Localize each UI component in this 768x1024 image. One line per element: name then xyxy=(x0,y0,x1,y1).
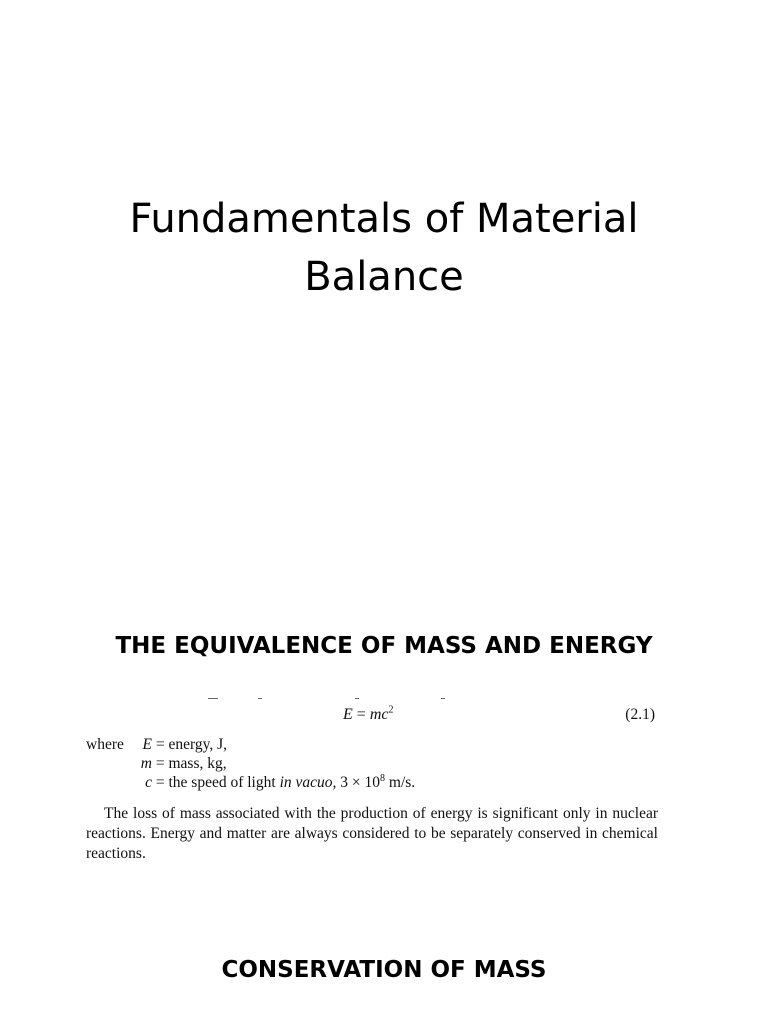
equation: $E = mc^2$ xyxy=(343,704,394,723)
equation-number: (2.1) xyxy=(625,706,655,723)
variable-definitions xyxy=(86,736,661,793)
scanned-text-excerpt xyxy=(86,696,661,866)
slide-title xyxy=(0,190,768,306)
equation-line xyxy=(86,706,661,728)
slide-title-line-2: Balance xyxy=(304,254,464,300)
definition-row: c = the speed of light in vacuo, $3 \times 10^8$ m/s. xyxy=(145,772,416,791)
scan-artifact-marks xyxy=(86,696,661,704)
section-heading-mass-energy: THE EQUIVALENCE OF MASS AND ENERGY xyxy=(115,633,653,659)
body-paragraph: The loss of mass associated with the production of energy is significant only in nuclear reactions. Energy and matter are always considered to be separately conserved in chemical reactions. xyxy=(86,805,658,862)
section-heading-conservation-of-mass: CONSERVATION OF MASS xyxy=(221,957,547,983)
slide-title-line-1: Fundamentals of Material xyxy=(129,196,639,242)
definition-row: where E = energy, J, xyxy=(86,736,228,753)
definition-row: m = mass, kg, xyxy=(140,755,227,772)
